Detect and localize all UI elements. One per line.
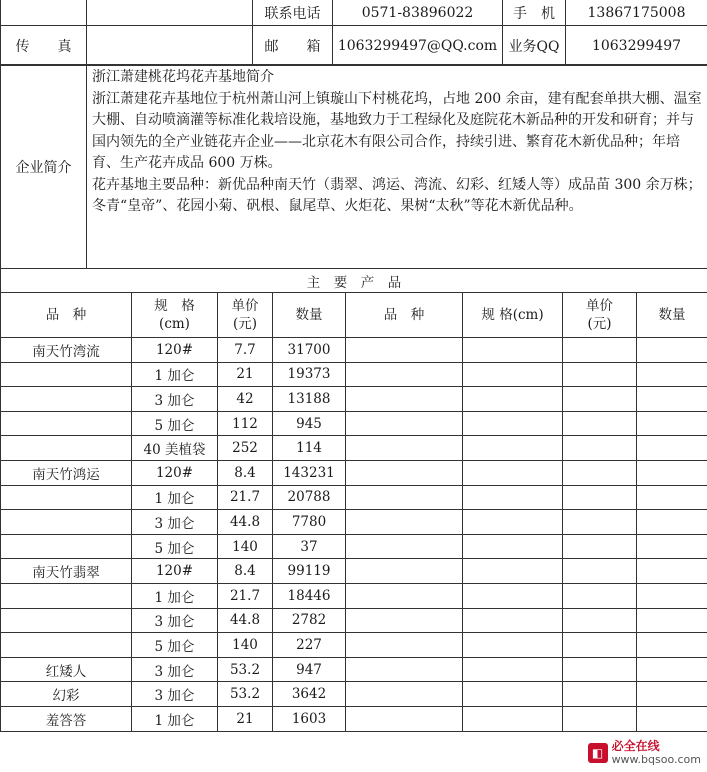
empty-cell bbox=[463, 583, 563, 608]
empty-cell bbox=[637, 682, 707, 707]
table-row bbox=[1, 387, 707, 412]
phone-value: 0571-83896022 bbox=[333, 0, 503, 26]
table-row bbox=[1, 411, 707, 436]
cell-qty: 2782 bbox=[273, 608, 346, 633]
cell-variety bbox=[1, 608, 132, 633]
empty-cell bbox=[463, 608, 563, 633]
empty-cell bbox=[563, 338, 637, 363]
email-label: 邮 箱 bbox=[253, 26, 333, 66]
header-qty: 数量 bbox=[273, 293, 346, 338]
cell-spec: 1 加仑 bbox=[132, 485, 218, 510]
cell-variety bbox=[1, 485, 132, 510]
table-row bbox=[1, 633, 707, 658]
intro-table bbox=[0, 64, 707, 269]
empty-cell bbox=[563, 706, 637, 731]
cell-spec: 3 加仑 bbox=[132, 387, 218, 412]
cell-spec: 1 加仑 bbox=[132, 362, 218, 387]
empty-cell bbox=[346, 633, 463, 658]
cell-variety bbox=[1, 362, 132, 387]
empty-cell bbox=[346, 559, 463, 584]
cell-spec: 5 加仑 bbox=[132, 633, 218, 658]
cell-variety: 红矮人 bbox=[1, 657, 132, 682]
empty-cell bbox=[637, 633, 707, 658]
cell-spec: 3 加仑 bbox=[132, 682, 218, 707]
empty-cell bbox=[563, 436, 637, 461]
table-row bbox=[1, 485, 707, 510]
mobile-label: 手 机 bbox=[503, 0, 566, 26]
table-row bbox=[1, 608, 707, 633]
table-row bbox=[1, 460, 707, 485]
cell-spec: 3 加仑 bbox=[132, 608, 218, 633]
table-row bbox=[1, 657, 707, 682]
table-row bbox=[1, 362, 707, 387]
empty-cell bbox=[637, 485, 707, 510]
header-spec-2: 规 格(cm) bbox=[463, 293, 563, 338]
empty-cell bbox=[563, 657, 637, 682]
cell-qty: 114 bbox=[273, 436, 346, 461]
empty-cell bbox=[563, 633, 637, 658]
empty-cell bbox=[346, 534, 463, 559]
empty-cell bbox=[463, 559, 563, 584]
blank-cell bbox=[1, 0, 87, 26]
empty-cell bbox=[346, 657, 463, 682]
table-row bbox=[1, 682, 707, 707]
empty-cell bbox=[463, 510, 563, 535]
cell-spec: 3 加仑 bbox=[132, 510, 218, 535]
empty-cell bbox=[346, 387, 463, 412]
qq-label: 业务QQ bbox=[503, 26, 566, 66]
table-row bbox=[1, 559, 707, 584]
cell-variety bbox=[1, 411, 132, 436]
empty-cell bbox=[463, 411, 563, 436]
cell-variety: 南天竹鸿运 bbox=[1, 460, 132, 485]
empty-cell bbox=[637, 583, 707, 608]
products-body bbox=[1, 338, 707, 732]
header-spec bbox=[132, 293, 218, 338]
empty-cell bbox=[637, 608, 707, 633]
table-row bbox=[1, 534, 707, 559]
cell-qty: 1603 bbox=[273, 706, 346, 731]
empty-cell bbox=[563, 583, 637, 608]
contact-table bbox=[0, 0, 707, 66]
empty-cell bbox=[637, 387, 707, 412]
empty-cell bbox=[346, 436, 463, 461]
empty-cell bbox=[637, 338, 707, 363]
cell-variety bbox=[1, 387, 132, 412]
cell-price: 44.8 bbox=[218, 510, 273, 535]
cell-variety bbox=[1, 510, 132, 535]
cell-variety: 南天竹湾流 bbox=[1, 338, 132, 363]
empty-cell bbox=[637, 706, 707, 731]
cell-price: 42 bbox=[218, 387, 273, 412]
table-row bbox=[1, 583, 707, 608]
cell-qty: 19373 bbox=[273, 362, 346, 387]
empty-cell bbox=[463, 657, 563, 682]
cell-price: 44.8 bbox=[218, 608, 273, 633]
watermark bbox=[588, 740, 701, 766]
table-row bbox=[1, 706, 707, 731]
cell-variety bbox=[1, 633, 132, 658]
section-title: 主 要 产 品 bbox=[1, 269, 707, 293]
empty-cell bbox=[563, 608, 637, 633]
empty-cell bbox=[637, 411, 707, 436]
empty-cell bbox=[463, 534, 563, 559]
cell-spec: 3 加仑 bbox=[132, 657, 218, 682]
cell-price: 21.7 bbox=[218, 485, 273, 510]
empty-cell bbox=[563, 387, 637, 412]
header-price-2 bbox=[563, 293, 637, 338]
header-price-2-text: 单价 bbox=[586, 298, 613, 314]
email-value: 1063299497@QQ.com bbox=[333, 26, 503, 66]
cell-price: 8.4 bbox=[218, 559, 273, 584]
empty-cell bbox=[563, 411, 637, 436]
intro-paragraph-1: 浙江萧建花卉基地位于杭州萧山河上镇璇山下村桃花坞，占地 200 余亩，建有配套单拱大棚、温室大棚、自动喷滴灌等标准化栽培设施，基地致力于工程绿化及庭院花木新品种的开发和研育；并与国内领先的全产业链花卉企业——北京花木有限公司合作，持续引进、繁育花木新优品种；年培育、生产花卉成品 600 万株。 bbox=[92, 90, 702, 171]
empty-cell bbox=[346, 362, 463, 387]
header-qty-2: 数量 bbox=[637, 293, 707, 338]
blank-cell bbox=[87, 0, 253, 26]
cell-price: 21 bbox=[218, 706, 273, 731]
mobile-value: 13867175008 bbox=[566, 0, 707, 26]
cell-spec: 1 加仑 bbox=[132, 583, 218, 608]
empty-cell bbox=[463, 362, 563, 387]
fax-label: 传 真 bbox=[1, 26, 87, 66]
cell-price: 112 bbox=[218, 411, 273, 436]
empty-cell bbox=[637, 436, 707, 461]
header-spec-text: 规 格 bbox=[154, 298, 195, 314]
cell-variety: 南天竹翡翠 bbox=[1, 559, 132, 584]
cell-price: 140 bbox=[218, 633, 273, 658]
header-variety: 品 种 bbox=[1, 293, 132, 338]
empty-cell bbox=[637, 657, 707, 682]
empty-cell bbox=[346, 706, 463, 731]
cell-qty: 18446 bbox=[273, 583, 346, 608]
watermark-logo-icon: ◧ bbox=[588, 743, 608, 763]
cell-price: 8.4 bbox=[218, 460, 273, 485]
cell-spec: 120# bbox=[132, 559, 218, 584]
cell-price: 53.2 bbox=[218, 657, 273, 682]
intro-title: 浙江萧建桃花坞花卉基地简介 bbox=[92, 69, 274, 85]
empty-cell bbox=[463, 633, 563, 658]
cell-variety bbox=[1, 583, 132, 608]
cell-spec: 40 美植袋 bbox=[132, 436, 218, 461]
header-variety-2: 品 种 bbox=[346, 293, 463, 338]
products-table bbox=[0, 268, 707, 732]
empty-cell bbox=[346, 608, 463, 633]
cell-spec: 5 加仑 bbox=[132, 411, 218, 436]
cell-qty: 143231 bbox=[273, 460, 346, 485]
empty-cell bbox=[637, 362, 707, 387]
intro-label: 企业简介 bbox=[1, 65, 87, 269]
cell-price: 252 bbox=[218, 436, 273, 461]
fax-value bbox=[87, 26, 253, 66]
cell-qty: 227 bbox=[273, 633, 346, 658]
cell-qty: 31700 bbox=[273, 338, 346, 363]
cell-spec: 1 加仑 bbox=[132, 706, 218, 731]
table-row bbox=[1, 510, 707, 535]
empty-cell bbox=[637, 460, 707, 485]
empty-cell bbox=[563, 485, 637, 510]
empty-cell bbox=[563, 682, 637, 707]
empty-cell bbox=[463, 706, 563, 731]
cell-qty: 3642 bbox=[273, 682, 346, 707]
table-row bbox=[1, 338, 707, 363]
watermark-site-name: 必全在线 bbox=[611, 739, 660, 753]
empty-cell bbox=[346, 460, 463, 485]
empty-cell bbox=[463, 338, 563, 363]
empty-cell bbox=[463, 485, 563, 510]
cell-qty: 947 bbox=[273, 657, 346, 682]
intro-paragraph-2: 花卉基地主要品种：新优品种南天竹（翡翠、鸿运、湾流、幻彩、红矮人等）成品苗 300 余万株；冬青“皇帝”、花园小菊、矾根、鼠尾草、火炬花、果树“太秋”等花木新优品种。 bbox=[92, 176, 702, 214]
cell-spec: 120# bbox=[132, 338, 218, 363]
empty-cell bbox=[563, 362, 637, 387]
empty-cell bbox=[346, 338, 463, 363]
empty-cell bbox=[637, 510, 707, 535]
cell-variety bbox=[1, 534, 132, 559]
cell-qty: 7780 bbox=[273, 510, 346, 535]
cell-variety bbox=[1, 436, 132, 461]
empty-cell bbox=[563, 559, 637, 584]
header-price-text: 单价 bbox=[231, 298, 259, 314]
empty-cell bbox=[346, 583, 463, 608]
empty-cell bbox=[463, 387, 563, 412]
table-row bbox=[1, 436, 707, 461]
empty-cell bbox=[346, 682, 463, 707]
empty-cell bbox=[563, 510, 637, 535]
cell-qty: 13188 bbox=[273, 387, 346, 412]
header-spec-unit: (cm) bbox=[159, 316, 190, 332]
cell-price: 21.7 bbox=[218, 583, 273, 608]
cell-qty: 20788 bbox=[273, 485, 346, 510]
empty-cell bbox=[637, 534, 707, 559]
cell-price: 7.7 bbox=[218, 338, 273, 363]
cell-spec: 5 加仑 bbox=[132, 534, 218, 559]
cell-variety: 羞答答 bbox=[1, 706, 132, 731]
cell-spec: 120# bbox=[132, 460, 218, 485]
empty-cell bbox=[563, 534, 637, 559]
cell-qty: 37 bbox=[273, 534, 346, 559]
empty-cell bbox=[637, 559, 707, 584]
header-price-2-unit: (元) bbox=[587, 316, 612, 332]
watermark-url: www.bqsoo.com bbox=[611, 753, 701, 766]
empty-cell bbox=[463, 436, 563, 461]
intro-text bbox=[87, 65, 707, 269]
empty-cell bbox=[463, 460, 563, 485]
empty-cell bbox=[463, 682, 563, 707]
cell-variety: 幻彩 bbox=[1, 682, 132, 707]
cell-price: 53.2 bbox=[218, 682, 273, 707]
empty-cell bbox=[563, 460, 637, 485]
cell-price: 140 bbox=[218, 534, 273, 559]
cell-qty: 945 bbox=[273, 411, 346, 436]
phone-label: 联系电话 bbox=[253, 0, 333, 26]
cell-price: 21 bbox=[218, 362, 273, 387]
header-price-unit: (元) bbox=[232, 316, 258, 332]
qq-value: 1063299497 bbox=[566, 26, 707, 66]
empty-cell bbox=[346, 411, 463, 436]
empty-cell bbox=[346, 510, 463, 535]
cell-qty: 99119 bbox=[273, 559, 346, 584]
header-price bbox=[218, 293, 273, 338]
empty-cell bbox=[346, 485, 463, 510]
